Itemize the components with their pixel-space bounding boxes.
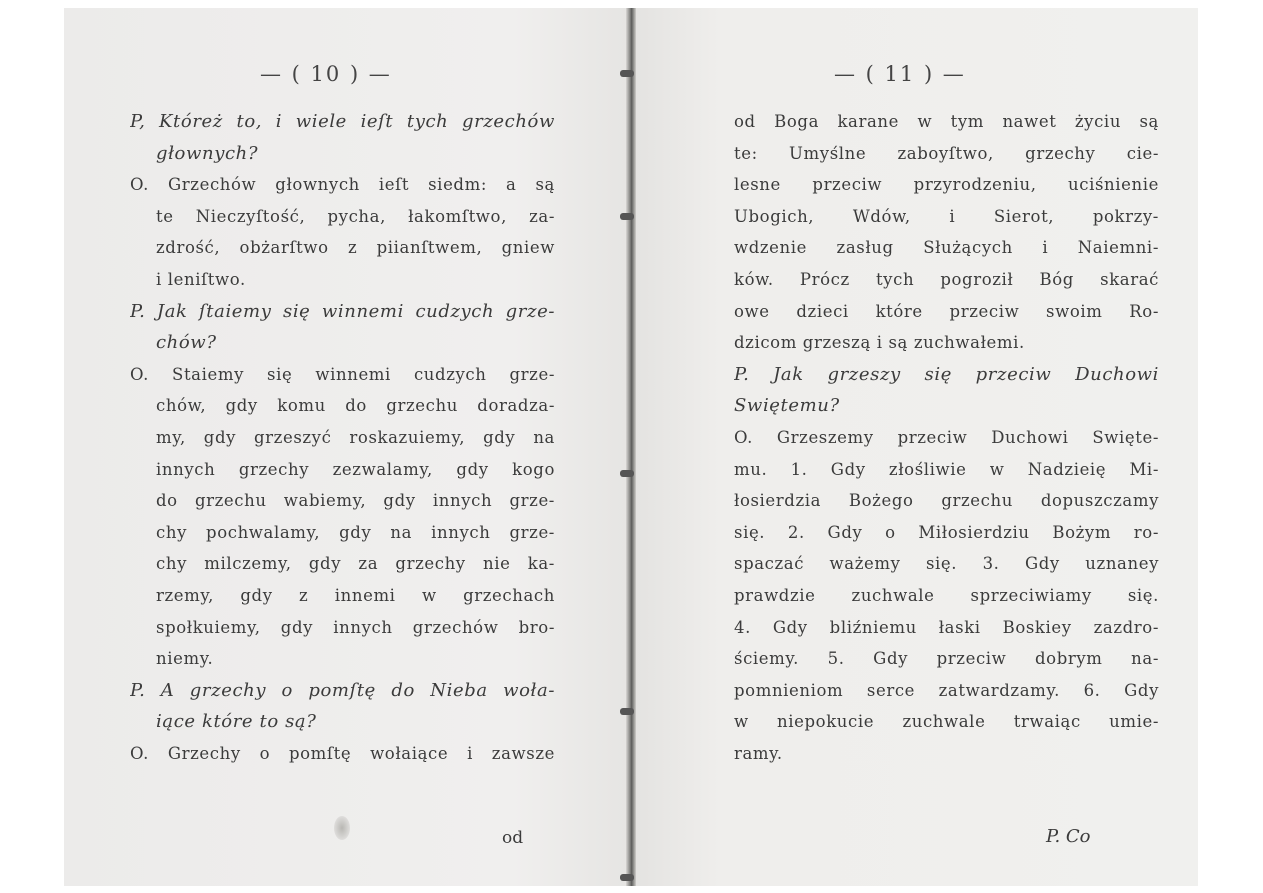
text-line: mu. 1. Gdy złośliwie w Nadzieię Mi- [734, 459, 1159, 479]
text-line: spaczać ważemy się. 3. Gdy uznaney [734, 554, 1159, 574]
ink-smudge [334, 816, 350, 840]
question-line: P. Jak ſtaiemy się winnemi cudzych grze- [130, 300, 555, 322]
text-line: prawdzie zuchwale sprzeciwiamy się. [734, 585, 1159, 605]
text-line: ściemy. 5. Gdy przeciw dobrym na- [734, 649, 1159, 669]
question-line: Swiętemu? [734, 395, 840, 417]
text-line: innych grzechy zezwalamy, gdy kogo [156, 459, 555, 479]
left-catchword: od [502, 828, 524, 848]
text-line: chów, gdy komu do grzechu doradza- [156, 396, 555, 416]
book-gutter [626, 8, 636, 886]
text-line: od Boga karane w tym nawet życiu są [734, 112, 1159, 131]
binding-thread-knot [620, 213, 634, 220]
text-line: chy pochwalamy, gdy na innych grze- [156, 522, 555, 542]
text-line: my, gdy grzeszyć roskazuiemy, gdy na [156, 427, 555, 447]
text-line: lesne przeciw przyrodzeniu, uciśnienie [734, 175, 1159, 195]
text-line: ków. Prócz tych pogroził Bóg skarać [734, 269, 1159, 289]
text-line: ramy. [734, 743, 783, 763]
question-line: P. A grzechy o pomſtę do Nieba woła- [130, 679, 555, 701]
text-line: owe dzieci które przeciw swoim Ro- [734, 301, 1159, 321]
text-line: się. 2. Gdy o Miłosierdziu Bożym ro- [734, 522, 1159, 542]
text-line: te Nieczyſtość, pycha, łakomſtwo, za- [156, 206, 555, 226]
text-line: do grzechu wabiemy, gdy innych grze- [156, 491, 555, 511]
text-line: w niepokucie zuchwale trwaiąc umie- [734, 712, 1159, 732]
question-line: P. Jak grzeszy się przeciw Duchowi [734, 363, 1159, 385]
text-line: O. Staiemy się winnemi cudzych grze- [130, 364, 555, 384]
text-line: pomnieniom serce zatwardzamy. 6. Gdy [734, 680, 1159, 700]
text-line: i leniſtwo. [156, 269, 246, 289]
right-page-number-header: — ( 11 ) — [834, 62, 966, 86]
binding-thread-knot [620, 70, 634, 77]
text-line: O. Grzeszemy przeciw Duchowi Swięte- [734, 427, 1159, 447]
text-line: łosierdzia Bożego grzechu dopuszczamy [734, 491, 1159, 511]
question-line: P, Któreż to, i wiele ieſt tych grzechów [130, 111, 555, 132]
left-page-text [130, 106, 555, 769]
question-line: iące które to są? [156, 711, 317, 733]
left-page-number-header: — ( 10 ) — [260, 62, 392, 86]
binding-thread-knot [620, 470, 634, 477]
binding-thread-knot [620, 874, 634, 881]
text-line: Ubogich, Wdów, i Sierot, pokrzy- [734, 206, 1159, 226]
text-line: rzemy, gdy z innemi w grzechach [156, 585, 555, 605]
text-line: społkuiemy, gdy innych grzechów bro- [156, 617, 555, 637]
left-page [64, 8, 626, 886]
text-line: te: Umyślne zaboyſtwo, grzechy cie- [734, 143, 1159, 163]
text-line: dzicom grzeszą i są zuchwałemi. [734, 333, 1025, 353]
right-page [636, 8, 1198, 886]
right-page-text [734, 106, 1159, 769]
text-line: niemy. [156, 649, 214, 669]
question-line: chów? [156, 332, 217, 354]
binding-thread-knot [620, 708, 634, 715]
book-spread [64, 8, 1198, 886]
text-line: O. Grzechów głownych ieſt siedm: a są [130, 175, 555, 195]
text-line: zdrość, obżarſtwo z piianſtwem, gniew [156, 238, 555, 258]
right-catchword: P. Co [1046, 826, 1091, 847]
text-line: chy milczemy, gdy za grzechy nie ka- [156, 554, 555, 574]
text-line: 4. Gdy bliźniemu łaski Boskiey zazdro- [734, 617, 1159, 637]
text-line: wdzenie zasług Służących i Naiemni- [734, 238, 1159, 258]
text-line: O. Grzechy o pomſtę wołaiące i zawsze [130, 743, 555, 763]
question-line: głownych? [156, 142, 259, 164]
